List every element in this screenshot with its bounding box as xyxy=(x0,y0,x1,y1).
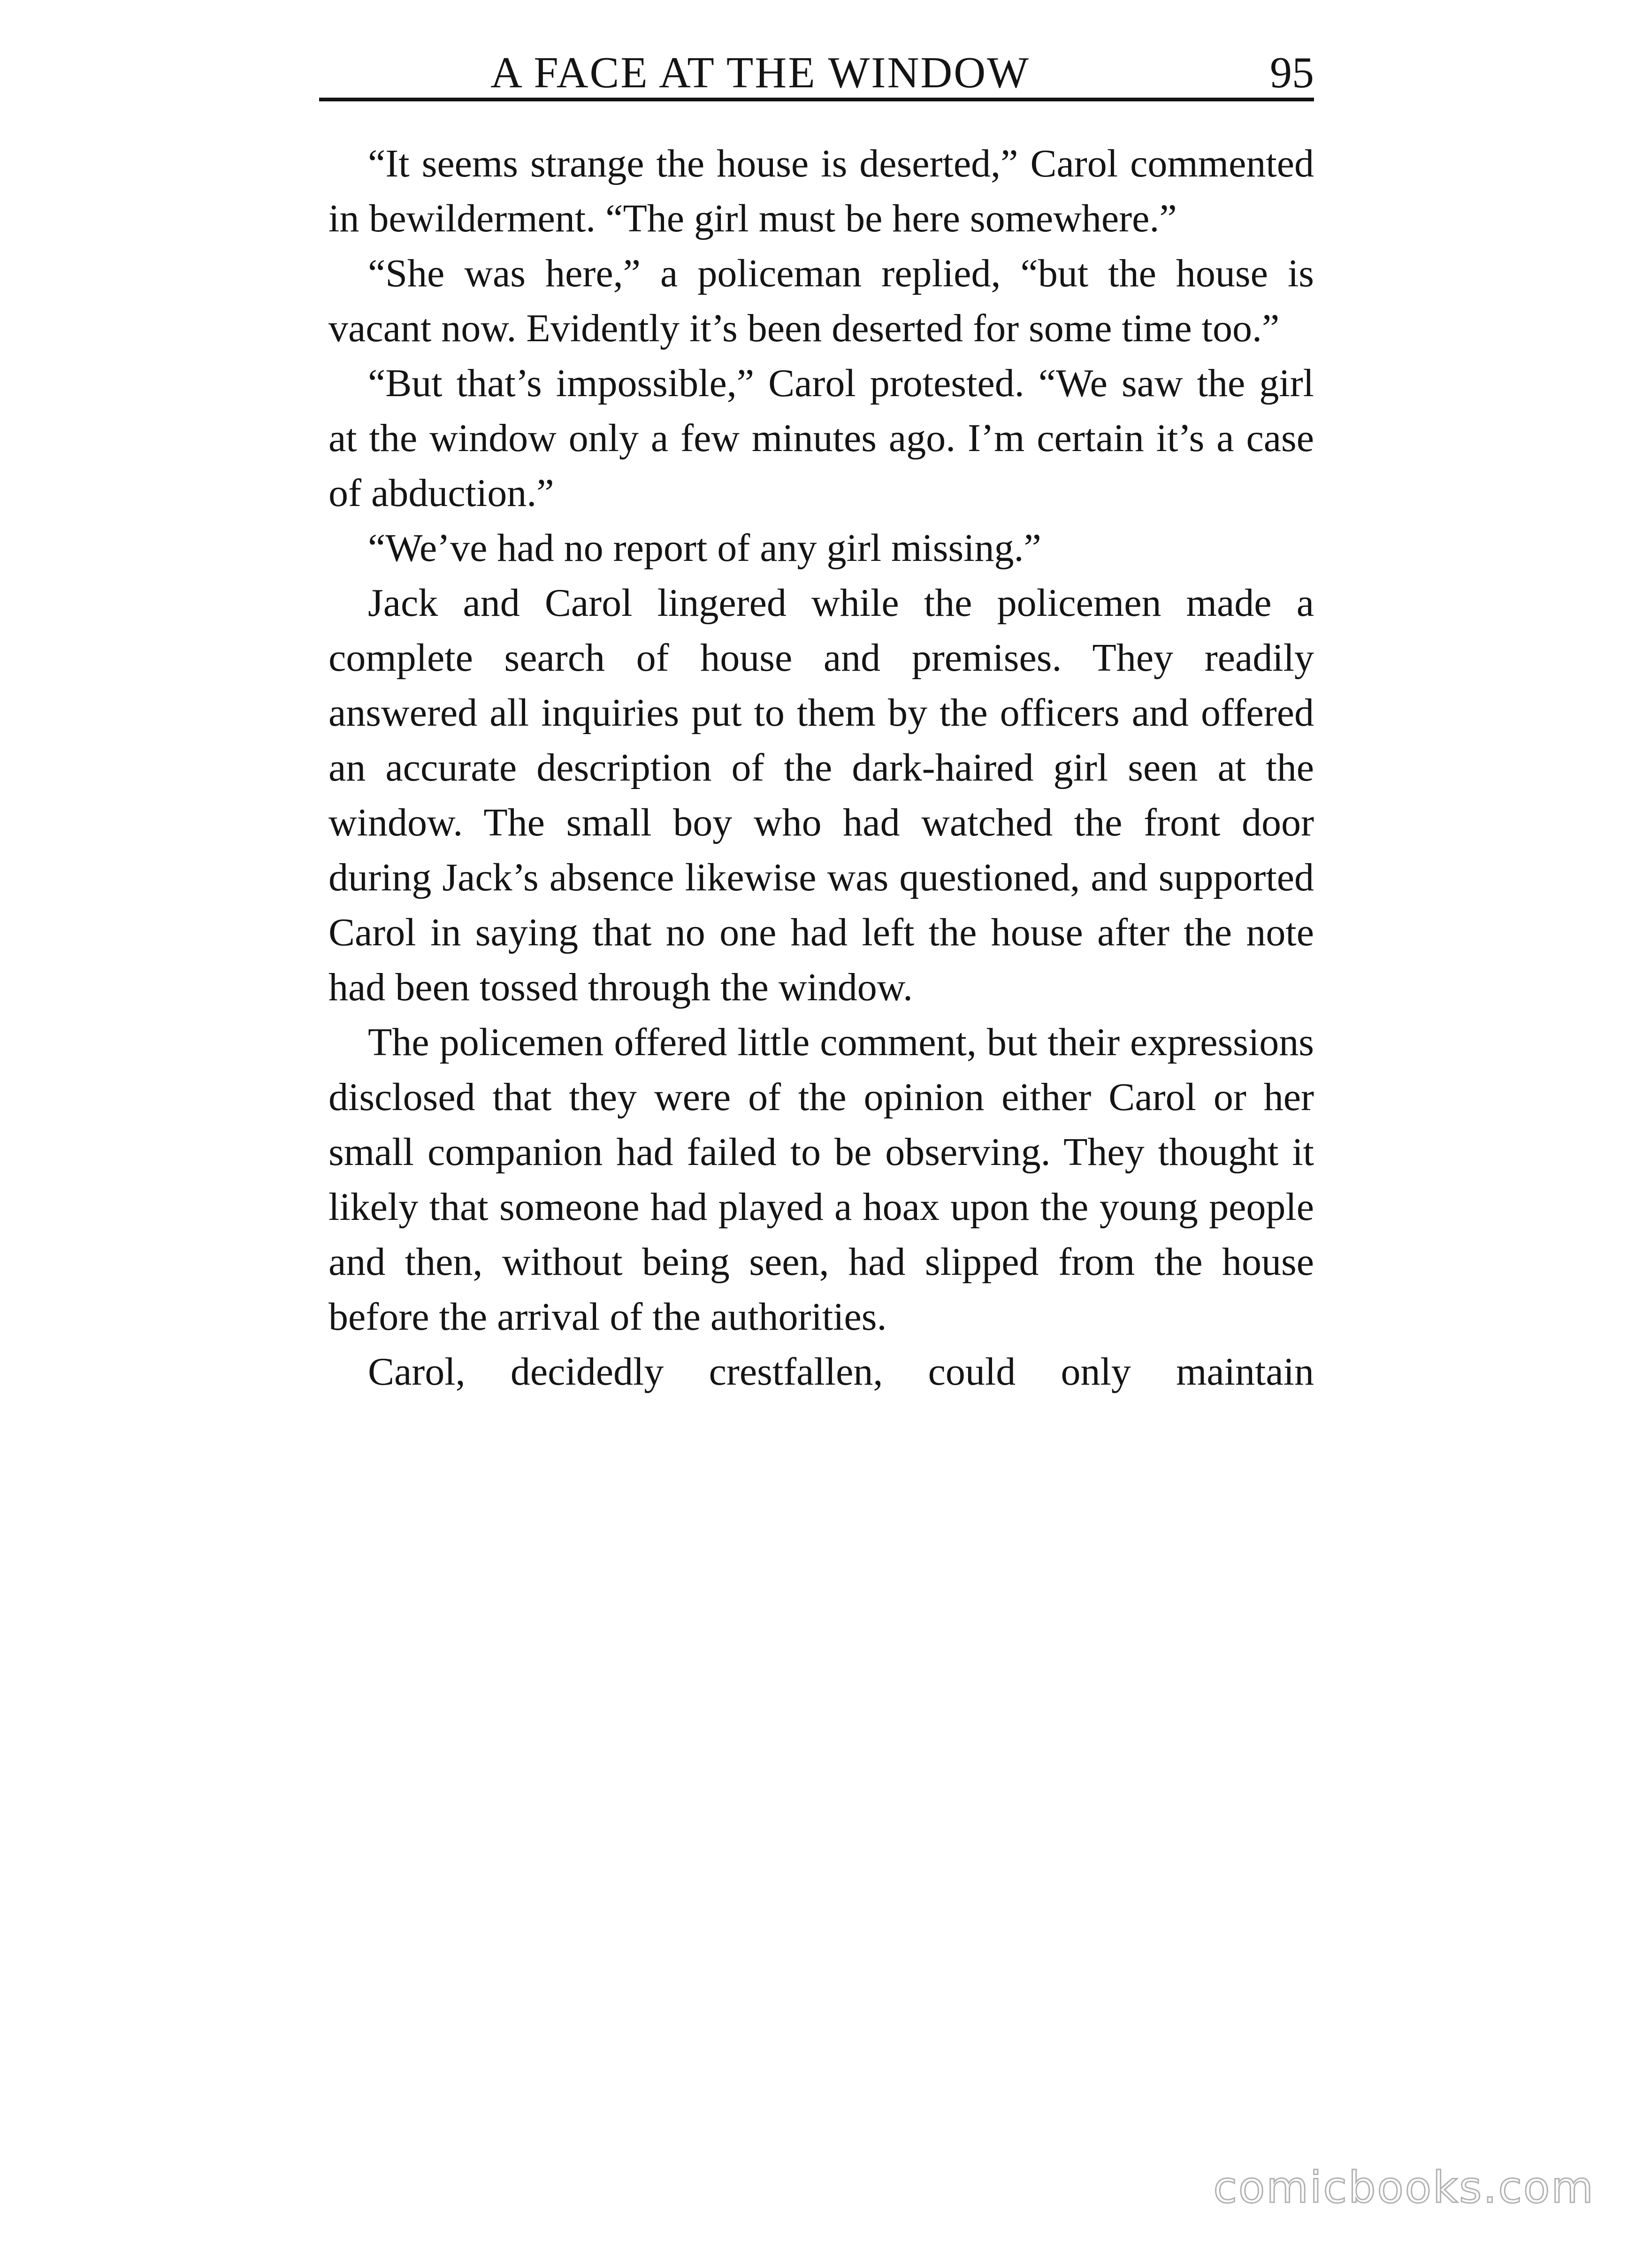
running-head xyxy=(319,42,1314,103)
paragraph-7: Carol, decidedly crestfallen, could only maintain xyxy=(368,1350,1314,1394)
paragraph-6: The policemen offered little comment, but their expressions disclosed that they were of the opinion either Carol or her small companion had failed to be observing. They thought it likely that someone had played a hoax upon the young people and then, without being seen, had slipped from the house before the arrival of the authorities. xyxy=(329,1020,1314,1339)
body-text xyxy=(329,136,1314,1399)
running-title: A FACE AT THE WINDOW xyxy=(490,48,1030,97)
paragraph-4: “We’ve had no report of any girl missing.” xyxy=(368,526,1041,570)
paragraph-2: “She was here,” a policeman replied, “but the house is vacant now. Evidently it’s been deserted for some time too.” xyxy=(329,252,1314,350)
watermark: comicbooks.com xyxy=(1213,2162,1595,2213)
page-number: 95 xyxy=(1270,48,1314,97)
header-rule xyxy=(319,98,1314,101)
paragraph-3: “But that’s impossible,” Carol protested. “We saw the girl at the window only a few minutes ago. I’m certain it’s a case of abduction.” xyxy=(329,361,1314,515)
paragraph-1: “It seems strange the house is deserted,” Carol commented in bewilderment. “The girl must be here somewhere.” xyxy=(329,142,1314,240)
paragraph-5: Jack and Carol lingered while the policemen made a complete search of house and premises. They readily answered all inquiries put to them by the officers and offered an accurate description of the dark-haired girl seen at the window. The small boy who had watched the front door during Jack’s absence likewise was questioned, and supported Carol in saying that no one had left the house after the note had been tossed through the window. xyxy=(329,581,1314,1009)
